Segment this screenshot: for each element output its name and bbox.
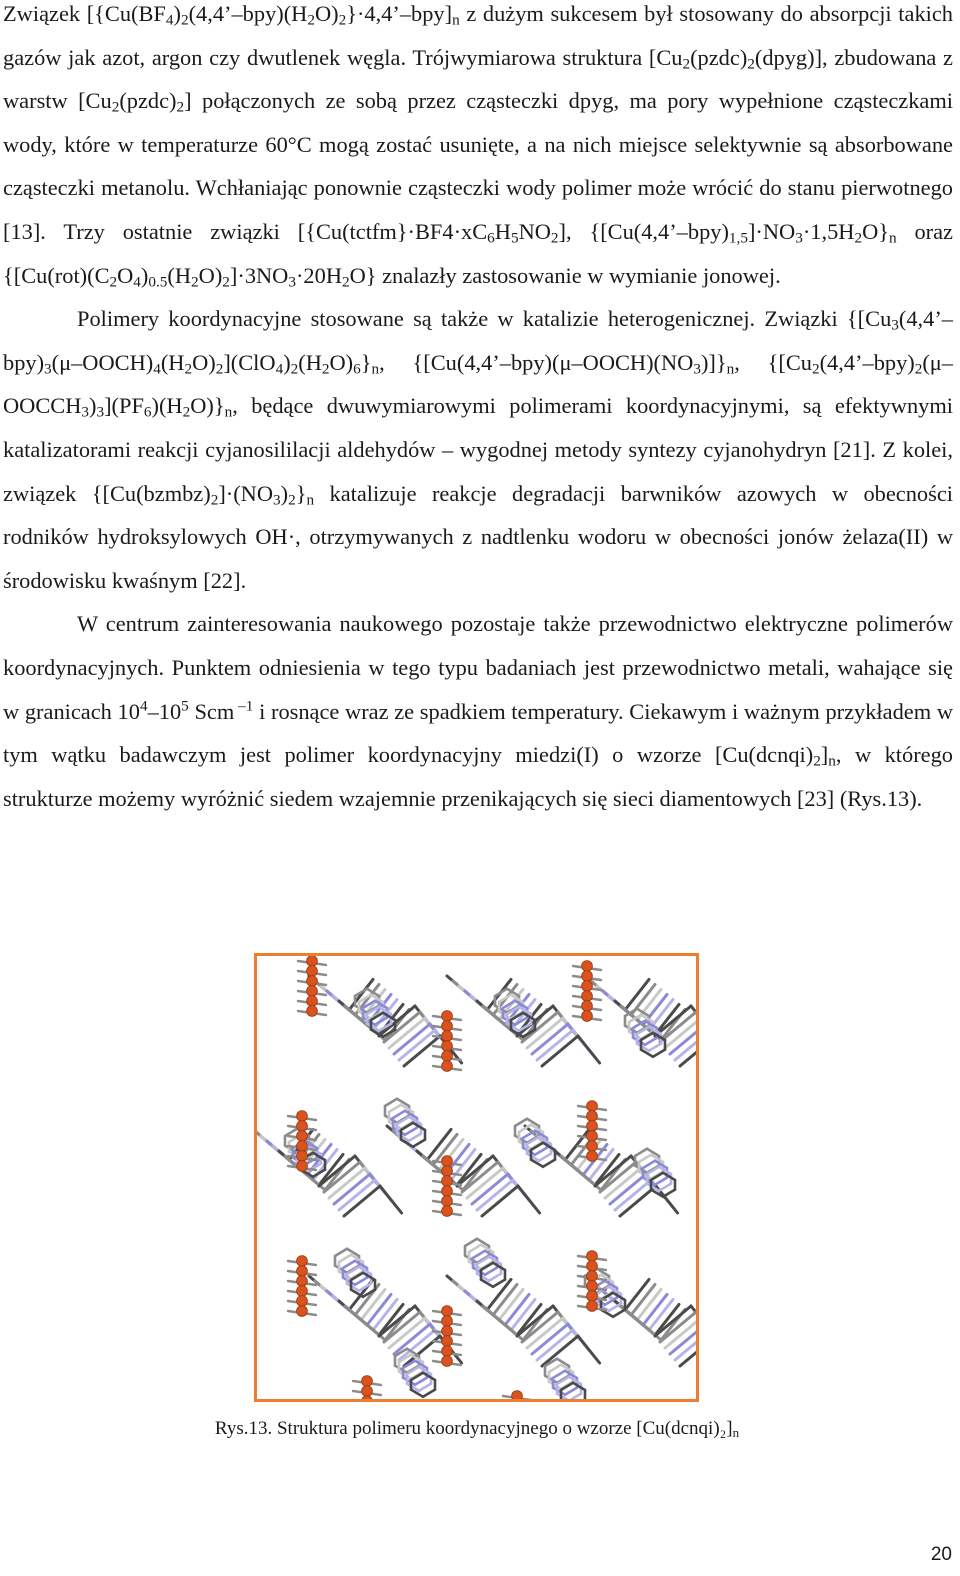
ring-bond [343, 1261, 355, 1268]
copper-atom [297, 1286, 308, 1297]
subscript-text: n [888, 229, 897, 247]
copper-atom [307, 976, 318, 987]
copper-atom [587, 1261, 598, 1272]
page-number: 20 [930, 1544, 952, 1565]
bond-line [578, 1336, 600, 1363]
copper-atom [582, 961, 593, 972]
ring-bond [553, 1371, 565, 1378]
subscript-text: 3 [288, 272, 296, 290]
text-run: , w którego strukturze możemy wyróżnić siedem wzajemnie przenikających się sieci diamentowych [23] (Rys.13). [3, 742, 953, 811]
crystal-structure-image [257, 956, 696, 1399]
ring-bond [609, 1304, 621, 1311]
ring-bond [549, 1365, 561, 1372]
text-run: O) [329, 349, 354, 375]
ring-bond [649, 1044, 661, 1051]
text-run: H [494, 218, 511, 244]
ring-bond [335, 1249, 347, 1256]
subscript-text: 2 [222, 272, 230, 290]
copper-atom [297, 1161, 308, 1172]
text-run: )]} [700, 349, 727, 375]
copper-atom [587, 1101, 598, 1112]
copper-atom [442, 1041, 453, 1052]
subscript-text: n [732, 1424, 740, 1440]
subscript-text: 3 [891, 316, 899, 334]
ring-bond [639, 1155, 651, 1162]
copper-atom [587, 1301, 598, 1312]
copper-atom [307, 986, 318, 997]
subscript-text: 2 [854, 229, 863, 247]
copper-atom [442, 1186, 453, 1197]
subscript-text: 4 [165, 11, 174, 29]
ring-bond [569, 1394, 581, 1399]
ring-bond [659, 1184, 671, 1191]
copper-atom [297, 1266, 308, 1277]
text-run: , {[Cu [734, 349, 812, 375]
subscript-text: n [828, 752, 836, 770]
copper-atom [442, 1061, 453, 1072]
text-run: ]·3NO [229, 262, 289, 288]
subscript-text: 6 [143, 403, 152, 421]
copper-atom [442, 1206, 453, 1217]
subscript-text: n [371, 360, 380, 378]
copper-atom [587, 1131, 598, 1142]
subscript-text: 2 [215, 360, 224, 378]
subscript-text: n [306, 490, 315, 508]
copper-atom [442, 1356, 453, 1367]
text-run: (4,4’–bpy)(H [188, 1, 308, 26]
text-run: ](ClO [223, 349, 276, 375]
subscript-text: 2 [914, 360, 923, 378]
ring-bond [635, 1149, 647, 1156]
subscript-text: 2 [191, 272, 199, 290]
subscript-text: 2 [176, 98, 185, 116]
copper-atom [442, 1031, 453, 1042]
copper-atom [587, 1271, 598, 1282]
text-run: } [295, 480, 307, 506]
copper-atom [362, 1396, 373, 1399]
copper-atom [442, 1051, 453, 1062]
ring-bond [473, 1251, 485, 1258]
copper-atom [307, 956, 318, 966]
copper-atom [512, 1391, 523, 1399]
paragraph [3, 297, 953, 602]
text-run: ]·(NO [218, 480, 274, 506]
text-run: –10 [147, 698, 182, 724]
text-run: z dużym sukcesem był stosowany do absorpcji takich gazów jak azot, argon czy dwutlenek węgla. Trójwymiarowa struktura [Cu [3, 1, 953, 70]
superscript-text: –1 [234, 697, 254, 715]
subscript-text: 2 [184, 360, 193, 378]
subscript-text: 2 [813, 752, 821, 770]
copper-atom [362, 1386, 373, 1397]
ring-bond [393, 1111, 405, 1118]
subscript-text: 2 [342, 272, 350, 290]
subscript-text: 2 [290, 360, 299, 378]
text-run: ]·NO [747, 218, 796, 244]
text-run: Polimery koordynacyjne stosowane są także w katalizie heterogenicznej. Związki {[Cu [77, 306, 892, 332]
copper-atom [297, 1121, 308, 1132]
subscript-text: 2 [307, 11, 315, 29]
ring-bond [485, 1268, 497, 1275]
subscript-text: 6 [487, 229, 495, 247]
copper-atom [442, 1021, 453, 1032]
text-run: (4,4’–bpy) [3, 306, 953, 375]
bond-line [691, 1006, 696, 1033]
subscript-text: 2 [288, 490, 296, 508]
text-run: , {[Cu(4,4’–bpy)(μ–OOCH)(NO [379, 349, 694, 375]
ring-bond [543, 1160, 555, 1167]
bond-line [578, 1036, 600, 1063]
text-run: ·20H [295, 262, 342, 288]
ring-bond [539, 1154, 551, 1161]
superscript-text: 5 [181, 697, 189, 715]
copper-atom [362, 1376, 373, 1387]
subscript-text: 3 [693, 360, 701, 378]
text-run: (pzdc) [690, 44, 748, 70]
text-run: , będące dwuwymiarowymi polimerami koordynacyjnymi, są efektywnymi katalizatorami reakcji cyjanosililacji aldehydów – wygodnej metody syntezy cyjanohydryn [21]. Z kolei, związek {[Cu(bzmbz) [3, 393, 953, 506]
copper-atom [307, 1006, 318, 1017]
text-run: )(H [151, 393, 183, 419]
copper-atom [587, 1141, 598, 1152]
ring-bond [565, 1388, 577, 1395]
text-run: (4,4’–bpy) [819, 349, 915, 375]
text-run: Scm [188, 698, 235, 724]
superscript-text: 4 [139, 697, 148, 715]
text-run: ] połączonych ze sobą przez cząsteczki dpyg, ma pory wypełnione cząsteczkami wody, które w temperaturze 60°C mogą zostać usunięte, a na nich miejsce selektywnie są absorbowane cząsteczki metanolu. Wchłaniając ponownie cząsteczki wody polimer może wrócić do stanu pierwotnego [13]. Trzy ostatnie związki [{Cu(tctfm}·BF4·xC [3, 88, 954, 244]
copper-atom [297, 1151, 308, 1162]
text-run: O} znalazły zastosowanie w wymianie jonowej. [349, 262, 781, 288]
ring-bond [285, 1129, 297, 1136]
copper-atom [582, 1011, 593, 1022]
subscript-text: 2 [747, 54, 755, 72]
copper-atom [442, 1346, 453, 1357]
copper-atom [297, 1111, 308, 1122]
text-run: O)} [190, 393, 225, 419]
subscript-text: 2 [338, 11, 347, 29]
text-run: O) [314, 1, 339, 26]
copper-atom [582, 971, 593, 982]
ring-bond [409, 1134, 421, 1141]
text-run: (μ–OOCCH [3, 349, 953, 419]
subscript-text: n [224, 403, 233, 421]
ring-bond [413, 1140, 425, 1147]
subscript-text: 4 [133, 272, 141, 290]
text-run: ) [140, 262, 149, 288]
text-run: (H [167, 262, 192, 288]
ring-bond [535, 1148, 547, 1155]
text-run: ) [173, 1, 181, 26]
copper-atom [442, 1306, 453, 1317]
text-run: i rosnące wraz ze spadkiem temperatury. Ciekawym i ważnym przykładem w tym wątku badawczym jest polimer koordynacyjny miedzi(I) o wzorze [Cu(dcnqi) [3, 698, 953, 768]
subscript-text: 2 [682, 54, 691, 72]
text-run: oraz {[Cu(rot)(C [3, 218, 953, 288]
ring-bond [489, 1274, 501, 1281]
text-run: ) [89, 393, 97, 419]
subscript-text: 4 [275, 360, 284, 378]
subscript-text: 3 [96, 403, 105, 421]
copper-atom [587, 1151, 598, 1162]
text-run: ) [283, 349, 291, 375]
crystal-structure-figure [254, 953, 699, 1402]
figure-caption [0, 1416, 960, 1442]
subscript-text: 0.5 [148, 272, 168, 290]
text-run: ] [820, 742, 829, 768]
copper-atom [307, 966, 318, 977]
subscript-text: 2 [109, 272, 118, 290]
copper-atom [307, 996, 318, 1007]
subscript-text: 1,5 [728, 229, 748, 247]
subscript-text: n [726, 360, 735, 378]
copper-atom [442, 1166, 453, 1177]
text-run: ], {[Cu(4,4’–bpy) [558, 218, 729, 244]
subscript-text: n [452, 11, 460, 29]
subscript-text: 3 [273, 490, 281, 508]
ring-bond [385, 1099, 397, 1106]
copper-atom [582, 1001, 593, 1012]
ring-bond [389, 1105, 401, 1112]
subscript-text: 2 [182, 403, 191, 421]
copper-atom [587, 1291, 598, 1302]
ring-bond [653, 1050, 665, 1057]
ring-bond [355, 1278, 367, 1285]
subscript-text: 3 [795, 229, 803, 247]
text-run: O) [192, 349, 216, 375]
text-run: katalizuje reakcje degradacji barwników azowych w obecności rodników hydroksylowych OH·, otrzymywanych z nadtlenku wodoru w obecności jonów żelaza(II) w środowisku kwaśnym [22]. [3, 480, 953, 593]
text-run: ·1,5H [802, 218, 855, 244]
ring-bond [469, 1245, 481, 1252]
copper-atom [442, 1176, 453, 1187]
subscript-text: 2 [180, 11, 189, 29]
copper-atom [587, 1111, 598, 1122]
copper-atom [297, 1141, 308, 1152]
paragraph [3, 602, 953, 820]
copper-atom [582, 981, 593, 992]
text-run: (μ–OOCH) [51, 349, 154, 375]
subscript-text: 2 [210, 490, 219, 508]
copper-atom [297, 1276, 308, 1287]
bond-line [691, 1306, 696, 1333]
body-text [3, 0, 953, 820]
copper-atom [442, 1316, 453, 1327]
text-run: (dpyg)], zbudowana z warstw [Cu [3, 44, 953, 114]
text-run: W centrum zainteresowania naukowego pozostaje także przewodnictwo elektryczne polimerów koordynacyjnych. Punktem odniesienia w tego typu badaniach jest przewodnictwo metali, wahające się w granicach 10 [3, 611, 953, 724]
copper-atom [297, 1296, 308, 1307]
text-run: (pzdc) [119, 88, 177, 114]
ring-bond [643, 1161, 655, 1168]
ring-bond [465, 1239, 477, 1246]
bond-line [380, 1186, 402, 1213]
ring-bond [419, 1384, 431, 1391]
ring-bond [423, 1390, 435, 1397]
copper-atom [587, 1251, 598, 1262]
text-run: }·4,4’–bpy] [346, 1, 453, 26]
text-run: O} [862, 218, 889, 244]
subscript-text: 2 [550, 229, 559, 247]
copper-atom [297, 1131, 308, 1142]
subscript-text: 2 [811, 360, 820, 378]
text-run: O) [198, 262, 223, 288]
ring-bond [645, 1038, 657, 1045]
ring-bond [655, 1178, 667, 1185]
copper-atom [442, 1196, 453, 1207]
text-run: ) [280, 480, 289, 506]
subscript-text: 3 [44, 360, 52, 378]
ring-bond [613, 1310, 625, 1317]
copper-atom [587, 1121, 598, 1132]
ring-bond [663, 1190, 675, 1197]
text-run: } [360, 349, 372, 375]
bond-line [518, 1186, 540, 1213]
subscript-text: 2 [321, 360, 330, 378]
text-run: Rys.13. Struktura polimeru koordynacyjnego o wzorze [Cu(dcnqi)₂] [214, 1418, 733, 1439]
text-run: O [117, 262, 134, 288]
copper-atom [297, 1306, 308, 1317]
subscript-text: 2 [111, 98, 120, 116]
text-run: Związek [{Cu(BF [3, 1, 166, 26]
text-run: (H [160, 349, 185, 375]
copper-atom [442, 1326, 453, 1337]
text-run: NO [518, 218, 551, 244]
ring-bond [339, 1255, 351, 1262]
copper-atom [442, 1011, 453, 1022]
ring-bond [415, 1378, 427, 1385]
ring-bond [405, 1128, 417, 1135]
copper-atom [442, 1156, 453, 1167]
copper-atom [587, 1281, 598, 1292]
copper-atom [582, 991, 593, 1002]
copper-atom [297, 1256, 308, 1267]
text-run: ](PF [104, 393, 144, 419]
paragraph [3, 0, 953, 297]
figure-caption-text [215, 1418, 739, 1439]
ring-bond [493, 1280, 505, 1287]
subscript-text: 5 [510, 229, 519, 247]
subscript-text: 4 [153, 360, 161, 378]
copper-atom [442, 1336, 453, 1347]
subscript-text: 6 [353, 360, 361, 378]
subscript-text: 3 [81, 403, 89, 421]
text-run: (H [298, 349, 322, 375]
